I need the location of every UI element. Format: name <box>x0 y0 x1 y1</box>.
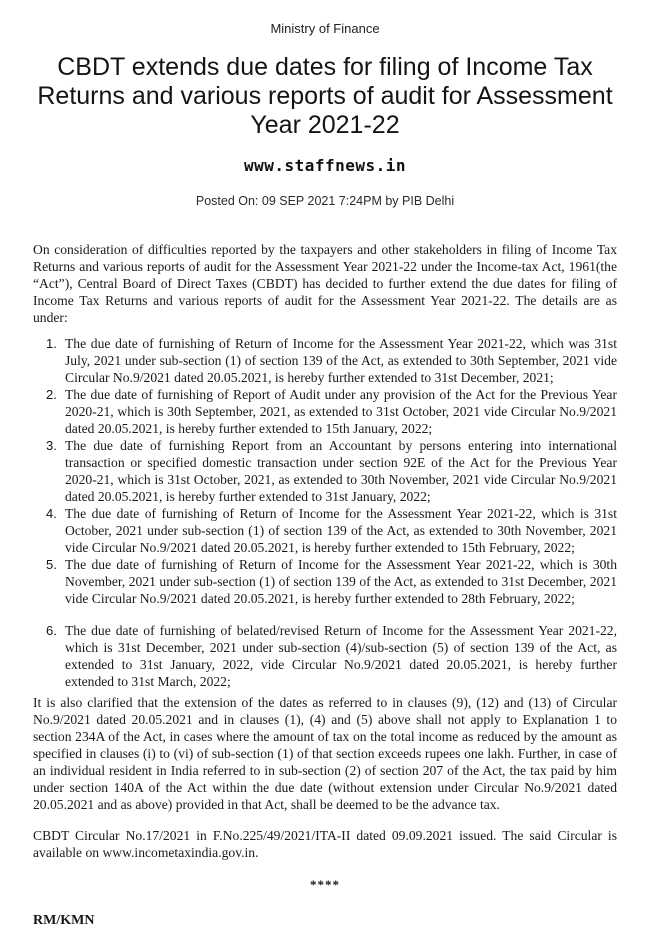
circular-info-paragraph: CBDT Circular No.17/2021 in F.No.225/49/2021/ITA-II dated 09.09.2021 issued. The said Circular is available on www.incometaxindia.gov.in. <box>33 828 617 860</box>
asterisk-separator: **** <box>310 877 340 892</box>
clarification-paragraph: It is also clarified that the extension of the dates as referred to in clauses (9), (12) and (13) of Circular No.9/2021 dated 20.05.2021 and in clauses (1), (4) and (5) above shall not apply to Explanation 1 to section 234A of the Act, in cases where the amount of tax on the total income as reduced by the amount as specified in clauses (i) to (vi) of sub-section (1) of that section exceeds rupees one lakh. Further, in case of an individual resident in India referred to in sub-section (2) of section 207 of the Act, the tax paid by him under section 140A of the Act within the due date (without extension under Circular No.9/2021 dated 20.05.2021 and as above) provided in that Act, shall be deemed to be the advance tax. <box>33 695 617 812</box>
list-item-text: The due date of furnishing of Return of Income for the Assessment Year 2021-22, which is 31st October, 2021 under sub-section (1) of section 139 of the Act, as extended to 30th November, 2021 vide Circular No.9/2021 dated 20.05.2021, is hereby further extended to 15th February, 2022; <box>65 506 617 555</box>
ministry-label: Ministry of Finance <box>270 21 380 36</box>
list-item-text: The due date of furnishing of Return of Income for the Assessment Year 2021-22, which is 30th November, 2021 under sub-section (1) of section 139 of the Act, as extended to 31st December, 2021 vide Circular No.9/2021 dated 20.05.2021, is hereby further extended to 28th February, 2022; <box>65 557 617 606</box>
signoff-initials: RM/KMN <box>33 913 95 928</box>
list-item-text: The due date of furnishing of belated/revised Return of Income for the Assessment Year 2021-22, which is 31st December, 2021 under sub-section (4)/sub-section (5) of section 139 of the Act, as extended to 31st January, 2022, vide Circular No.9/2021 dated 20.05.2021, is hereby further extended to 31st March, 2022; <box>65 623 617 689</box>
list-item-5 <box>33 556 617 607</box>
list-item-2 <box>33 386 617 437</box>
intro-paragraph: On consideration of difficulties reported by the taxpayers and other stakeholders in filing of Income Tax Returns and various reports of audit for the Assessment Year 2021-22 under the Income-tax Act, 1961(the “Act”), Central Board of Direct Taxes (CBDT) has decided to further extend the due dates for filing of Income Tax Returns and various reports of audit for the Assessment Year 2021-22. The details are as under: <box>33 242 617 325</box>
list-item-text: The due date of furnishing of Return of Income for the Assessment Year 2021-22, which was 31st July, 2021 under sub-section (1) of section 139 of the Act, as extended to 30th September, 2021 vide Circular No.9/2021 dated 20.05.2021, is hereby further extended to 31st December, 2021; <box>65 336 617 385</box>
list-item-1 <box>33 335 617 386</box>
posted-on-timestamp: Posted On: 09 SEP 2021 7:24PM by PIB Delhi <box>195 194 455 208</box>
list-item-number: 2. <box>46 387 57 402</box>
page-title: CBDT extends due dates for filing of Income Tax Returns and various reports of audit for Assessment Year 2021-22 <box>37 53 613 139</box>
list-item-3 <box>33 437 617 505</box>
list-item-number: 6. <box>46 623 57 638</box>
list-item-number: 4. <box>46 506 57 521</box>
list-item-number: 3. <box>46 438 57 453</box>
list-item-text: The due date of furnishing Report from an Accountant by persons entering into international transaction or specified domestic transaction under section 92E of the Act for the Previous Year 2020-21, which is 31st October, 2021, as extended to 30th November, 2021 vide Circular No.9/2021 dated 20.05.2021, is hereby further extended to 31st January, 2022; <box>65 438 617 504</box>
list-item-text: The due date of furnishing of Report of Audit under any provision of the Act for the Previous Year 2020-21, which is 30th September, 2021, as extended to 31st October, 2021 vide Circular No.9/2021 dated 20.05.2021, is hereby further extended to 15th January, 2022; <box>65 387 617 436</box>
due-date-extension-list <box>33 335 617 690</box>
list-item-6 <box>33 622 617 690</box>
staffnews-link[interactable]: www.staffnews.in <box>243 156 407 175</box>
list-item-number: 1. <box>46 336 57 351</box>
list-item-number: 5. <box>46 557 57 572</box>
list-item-4 <box>33 505 617 556</box>
